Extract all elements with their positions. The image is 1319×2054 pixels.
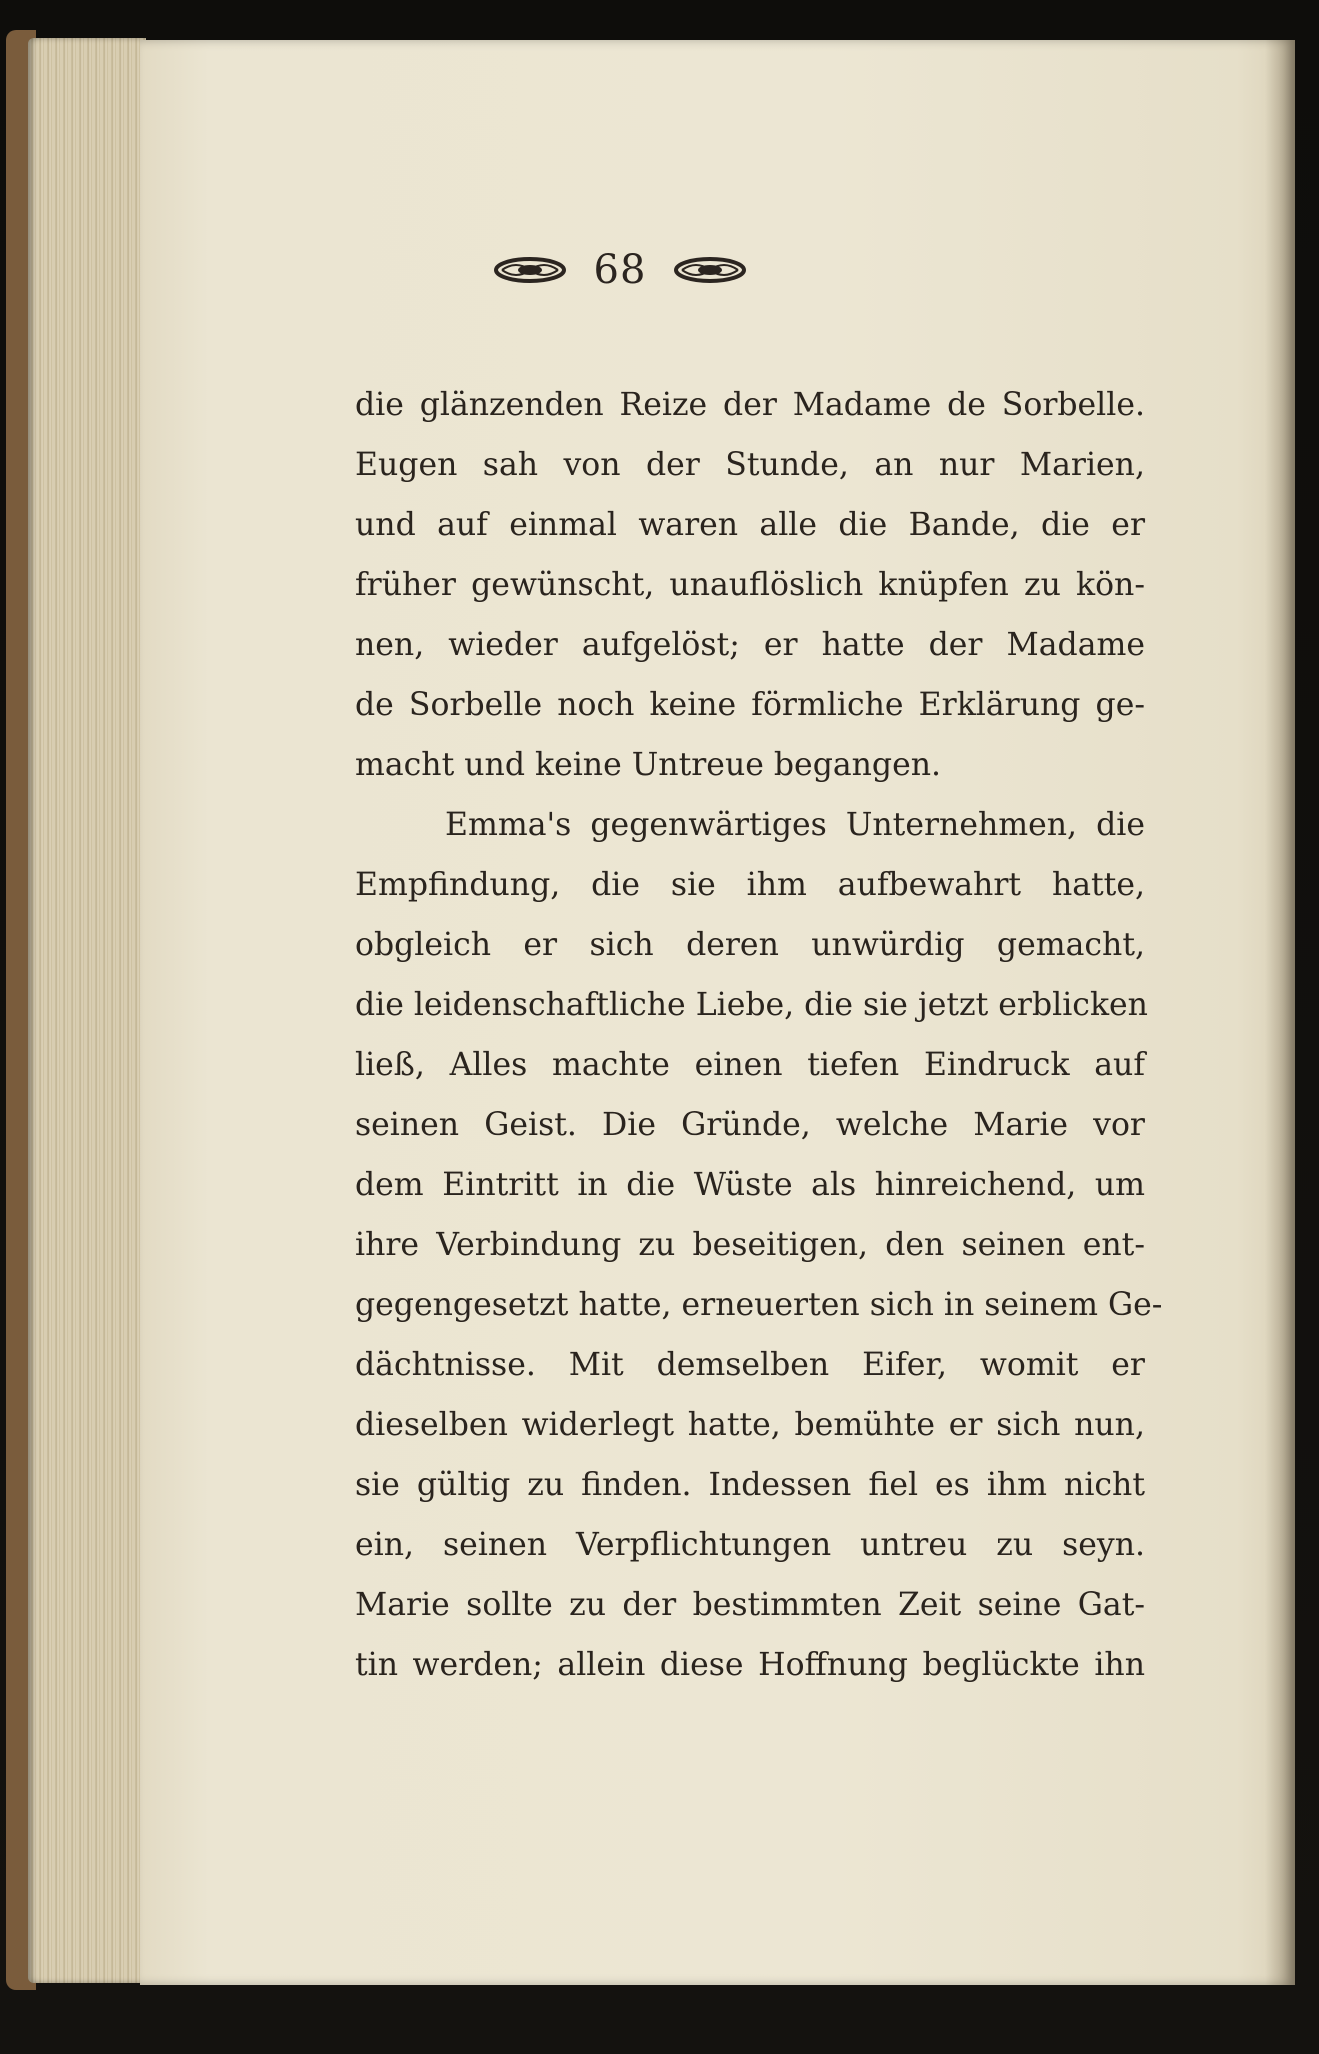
text-line: Emma's gegenwärtiges Unternehmen, die [445, 807, 1145, 843]
text-line: Marie sollte zu der bestimmten Zeit seine Gat- [355, 1587, 1145, 1623]
text-line: dem Eintritt in die Wüste als hinreichend, um [355, 1167, 1145, 1203]
text-line: seinen Geist. Die Gründe, welche Marie vor [355, 1107, 1145, 1143]
text-line: die glänzenden Reize der Madame de Sorbelle. [355, 387, 1145, 423]
text-line: die leidenschaftliche Liebe, die sie jetzt erblicken [355, 987, 1148, 1023]
text-line: ließ, Alles machte einen tiefen Eindruck auf [355, 1047, 1145, 1083]
text-line: tin werden; allein diese Hoffnung beglückte ihn [355, 1647, 1145, 1683]
text-line: dächtnisse. Mit demselben Eifer, womit er [355, 1347, 1145, 1383]
text-line: Empfindung, die sie ihm aufbewahrt hatte, [355, 867, 1145, 903]
page-edges [28, 38, 146, 1983]
text-line: dieselben widerlegt hatte, bemühte er sich nun, [355, 1407, 1145, 1443]
text-line: und auf einmal waren alle die Bande, die er [355, 507, 1145, 543]
text-line: sie gültig zu finden. Indessen fiel es ihm nicht [355, 1467, 1145, 1503]
page-number: 68 [593, 247, 647, 293]
page-header [470, 235, 770, 305]
text-line: macht und keine Untreue begangen. [355, 747, 942, 783]
body-text [355, 375, 1163, 1695]
text-line: obgleich er sich deren unwürdig gemacht, [355, 927, 1145, 963]
text-line: gegengesetzt hatte, erneuerten sich in seinem Ge- [355, 1287, 1163, 1323]
text-line: ein, seinen Verpflichtungen untreu zu seyn. [355, 1527, 1145, 1563]
paragraph-2 [355, 795, 1163, 1695]
text-line: früher gewünscht, unauflöslich knüpfen zu kön- [355, 567, 1145, 603]
text-line: ihre Verbindung zu beseitigen, den seinen ent- [355, 1227, 1145, 1263]
page-gutter-shadow [1265, 40, 1295, 1985]
text-line: nen, wieder aufgelöst; er hatte der Madame [355, 627, 1145, 663]
text-line: de Sorbelle noch keine förmliche Erklärung ge- [355, 687, 1145, 723]
ornament-icon [674, 256, 746, 284]
text-line: Eugen sah von der Stunde, an nur Marien, [355, 447, 1145, 483]
ornament-icon [494, 256, 566, 284]
paragraph-1 [355, 375, 1145, 795]
